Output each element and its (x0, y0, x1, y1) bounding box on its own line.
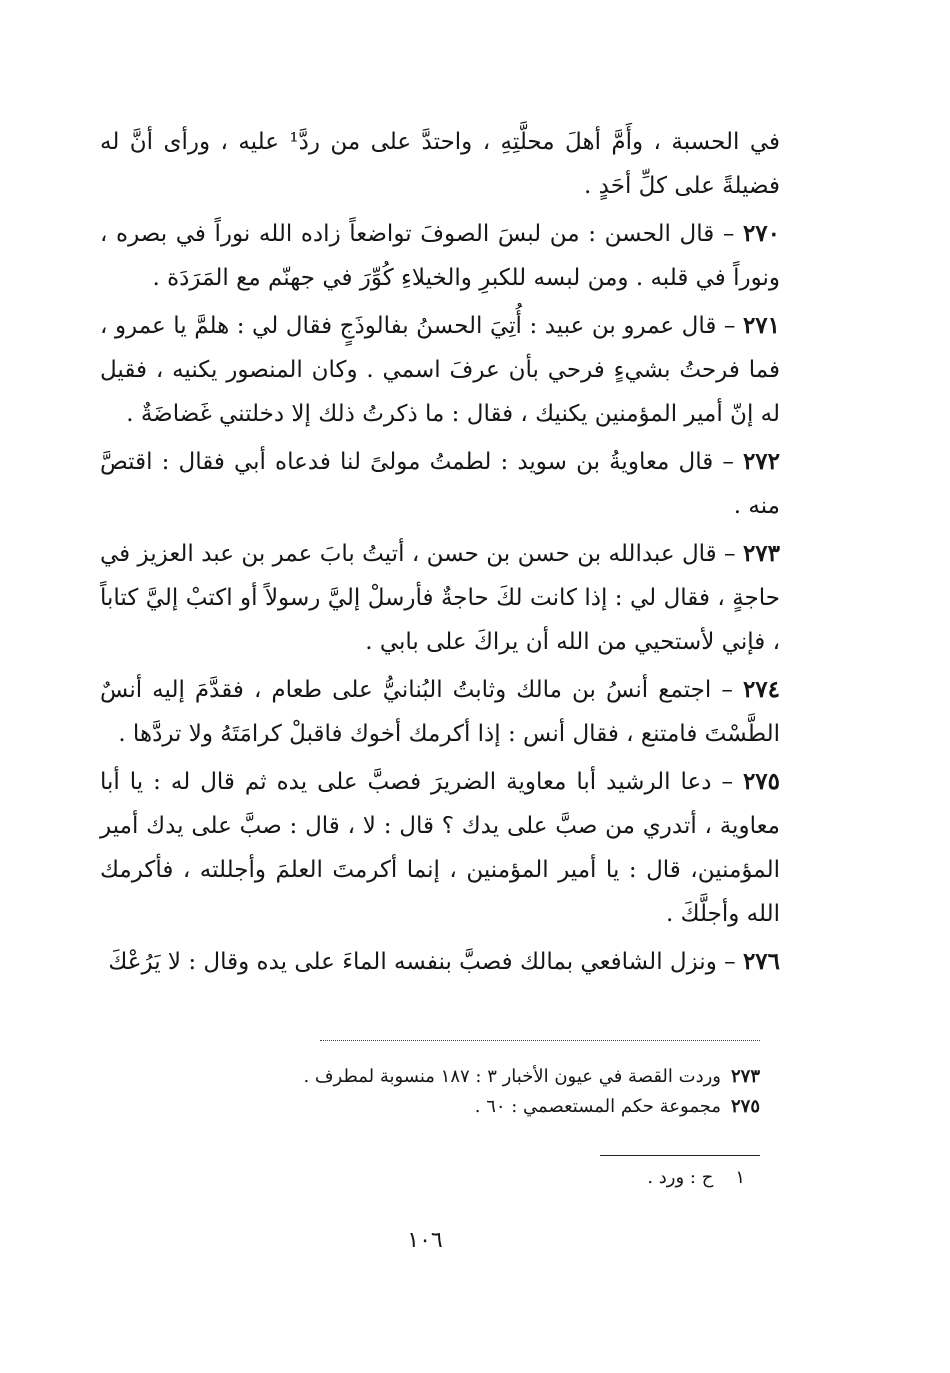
paragraph (100, 760, 780, 936)
main-text (100, 120, 780, 988)
paragraph-separator: – (716, 949, 743, 975)
paragraph (100, 440, 780, 528)
source-note-number: ٢٧٥ (730, 1096, 760, 1117)
paragraph (100, 304, 780, 436)
paragraph-text: في الحسبة ، وأَمَّ أهلَ محلَّتِهِ ، واحتدَّ على من ردَّ¹ عليه ، ورأى أنَّ له فضيلةً على كلِّ أحَدٍ . (100, 129, 780, 199)
paragraph (100, 532, 780, 664)
paragraph-number: ٢٧٢ (742, 448, 781, 475)
paragraph-number: ٢٧٣ (742, 540, 780, 567)
paragraph-text: قال عبدالله بن حسن بن حسن ، أتيتُ بابَ عمر بن عبد العزيز في حاجةٍ ، فقال لي : إذا كانت لكَ حاجةٌ فأرسلْ إليَّ رسولاً أو اكتبْ إليَّ كتاباً ، فإني لأستحيي من الله أن يراكَ على بابي . (100, 541, 780, 655)
paragraph-separator: – (713, 449, 743, 475)
source-note (150, 1092, 760, 1122)
paragraph-separator: – (716, 541, 743, 567)
source-note-text: وردت القصة في عيون الأخبار ٣ : ١٨٧ منسوبة لمطرف . (303, 1066, 721, 1087)
paragraph (100, 940, 780, 984)
source-note (150, 1062, 760, 1092)
paragraph-number: ٢٧٠ (742, 220, 780, 247)
variant-note (400, 1163, 745, 1193)
paragraph-text: قال معاويةُ بن سويد : لطمتُ مولىً لنا فدعاه أبي فقال : اقتصَّ منه . (100, 449, 780, 519)
paragraph-number: ٢٧١ (742, 312, 781, 339)
paragraph-text: قال الحسن : من لبسَ الصوفَ تواضعاً زاده الله نوراً في بصره ، ونوراً في قلبه . ومن لبسه للكبرِ والخيلاءِ كُوِّرَ في جهنّم مع المَرَدَة . (100, 221, 780, 291)
source-note-text: مجموعة حكم المستعصمي : ٦٠ . (474, 1096, 721, 1117)
paragraph-text: ونزل الشافعي بمالك فصبَّ بنفسه الماءَ على يده وقال : لا يَرُعْكَ (108, 949, 717, 975)
variant-note-number: ١ (735, 1167, 745, 1188)
paragraph (100, 120, 780, 208)
source-notes (150, 1062, 760, 1122)
footnote-divider (320, 1040, 760, 1041)
paragraph-separator: – (714, 221, 743, 247)
paragraph-text: اجتمع أنسُ بن مالك وثابتُ البُنانيُّ على طعام ، فقدَّمَ إليه أنسٌ الطَّسْتَ فامتنع ، فقال أنس : إذا أكرمك أخوك فاقبلْ كرامَتَهُ ولا تردَّها . (100, 677, 780, 747)
paragraph (100, 668, 780, 756)
source-note-number: ٢٧٣ (730, 1066, 760, 1087)
variant-note-text: ح : ورد . (647, 1167, 714, 1188)
paragraph-number: ٢٧٦ (742, 948, 780, 975)
paragraph (100, 212, 780, 300)
variant-note-rule (600, 1155, 760, 1156)
paragraph-separator: – (711, 677, 743, 703)
page-number: ١٠٦ (407, 1228, 443, 1253)
paragraph-separator: – (711, 769, 743, 795)
paragraph-separator: – (716, 313, 743, 339)
paragraph-number: ٢٧٥ (742, 768, 780, 795)
paragraph-text: دعا الرشيد أبا معاوية الضريرَ فصبَّ على يده ثم قال له : يا أبا معاوية ، أتدري من صبَّ على يدك ؟ قال : لا ، قال : صبَّ على يدك أمير المؤمنين، قال : يا أمير المؤمنين ، إنما أكرمتَ العلمَ وأجللته ، فأكرمك الله وأجلَّكَ . (100, 769, 780, 927)
paragraph-text: قال عمرو بن عبيد : أُتِيَ الحسنُ بفالوذَجٍ فقال لي : هلمَّ يا عمرو ، فما فرحتُ بشيءٍ فرحي بأن عرفَ اسمي . وكان المنصور يكنيه ، فقيل له إنّ أمير المؤمنين يكنيك ، فقال : ما ذكرتُ ذلك إلا دخلتني غَضاضَةٌ . (100, 313, 780, 427)
paragraph-number: ٢٧٤ (742, 676, 781, 703)
